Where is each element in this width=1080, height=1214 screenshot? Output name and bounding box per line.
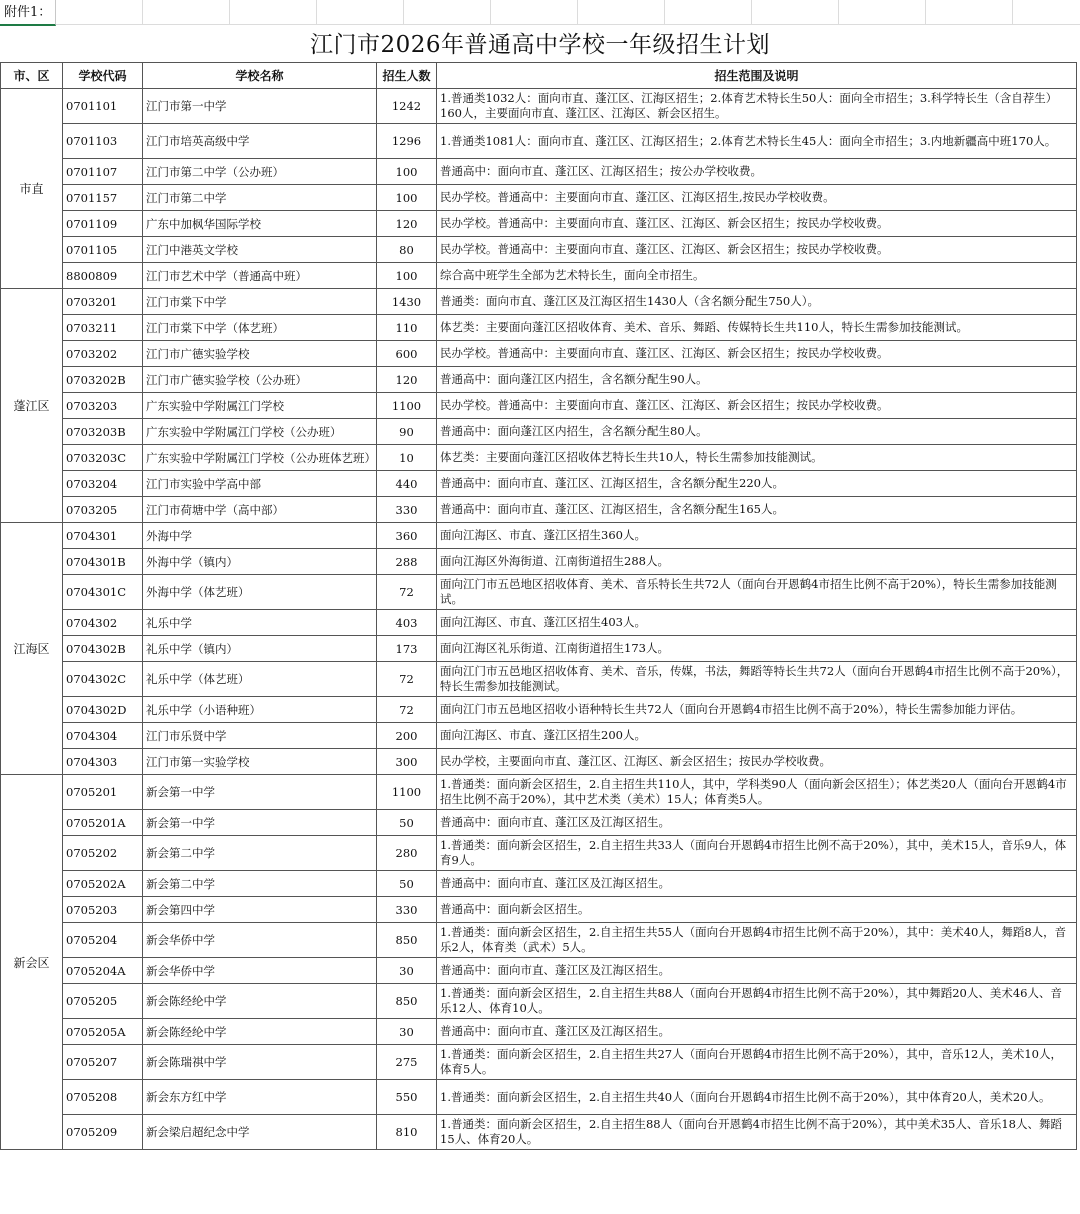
enrollment-scope-cell: 面向江海区礼乐街道、江南街道招生173人。 bbox=[437, 636, 1077, 662]
enrollment-count-cell: 550 bbox=[377, 1080, 437, 1115]
school-code-cell: 0703203B bbox=[63, 419, 143, 445]
school-code-cell: 0704302 bbox=[63, 610, 143, 636]
school-code-cell: 0703202B bbox=[63, 367, 143, 393]
enrollment-scope-cell: 普通类：面向市直、蓬江区及江海区招生1430人（含名额分配生750人）。 bbox=[437, 289, 1077, 315]
school-name-cell: 广东实验中学附属江门学校（公办班） bbox=[143, 419, 377, 445]
enrollment-count-cell: 100 bbox=[377, 263, 437, 289]
table-row bbox=[1, 923, 1077, 958]
district-cell: 市直 bbox=[1, 89, 63, 289]
enrollment-count-cell: 50 bbox=[377, 871, 437, 897]
table-row bbox=[1, 289, 1077, 315]
school-name-cell: 新会东方红中学 bbox=[143, 1080, 377, 1115]
school-code-cell: 0705201A bbox=[63, 810, 143, 836]
school-name-cell: 江门市乐贤中学 bbox=[143, 723, 377, 749]
enrollment-scope-cell: 普通高中：面向市直、蓬江区及江海区招生。 bbox=[437, 871, 1077, 897]
enrollment-scope-cell: 面向江门市五邑地区招收体育、美术、音乐特长生共72人（面向台开恩鹤4市招生比例不高于20%），特长生需参加技能测试。 bbox=[437, 575, 1077, 610]
enrollment-count-cell: 90 bbox=[377, 419, 437, 445]
school-code-cell: 0704304 bbox=[63, 723, 143, 749]
table-row bbox=[1, 897, 1077, 923]
school-code-cell: 0704301 bbox=[63, 523, 143, 549]
school-code-cell: 0703202 bbox=[63, 341, 143, 367]
school-name-cell: 新会第一中学 bbox=[143, 775, 377, 810]
header-code: 学校代码 bbox=[63, 63, 143, 89]
enrollment-count-cell: 280 bbox=[377, 836, 437, 871]
school-name-cell: 新会华侨中学 bbox=[143, 923, 377, 958]
table-row bbox=[1, 367, 1077, 393]
enrollment-count-cell: 200 bbox=[377, 723, 437, 749]
school-code-cell: 0705204A bbox=[63, 958, 143, 984]
school-code-cell: 0705208 bbox=[63, 1080, 143, 1115]
school-code-cell: 0701105 bbox=[63, 237, 143, 263]
school-name-cell: 江门市第一中学 bbox=[143, 89, 377, 124]
school-name-cell: 江门市第二中学（公办班） bbox=[143, 159, 377, 185]
table-row bbox=[1, 610, 1077, 636]
school-name-cell: 新会梁启超纪念中学 bbox=[143, 1115, 377, 1150]
table-row bbox=[1, 810, 1077, 836]
enrollment-count-cell: 403 bbox=[377, 610, 437, 636]
enrollment-count-cell: 275 bbox=[377, 1045, 437, 1080]
enrollment-scope-cell: 民办学校。普通高中：主要面向市直、蓬江区、江海区、新会区招生；按民办学校收费。 bbox=[437, 393, 1077, 419]
school-name-cell: 江门市第一实验学校 bbox=[143, 749, 377, 775]
enrollment-scope-cell: 民办学校。普通高中：主要面向市直、蓬江区、江海区招生,按民办学校收费。 bbox=[437, 185, 1077, 211]
enrollment-scope-cell: 体艺类：主要面向蓬江区招收体育、美术、音乐、舞蹈、传媒特长生共110人，特长生需参加技能测试。 bbox=[437, 315, 1077, 341]
enrollment-scope-cell: 1.普通类：面向新会区招生，2.自主招生共88人（面向台开恩鹤4市招生比例不高于20%），其中舞蹈20人、美术46人、音乐12人、体育10人。 bbox=[437, 984, 1077, 1019]
enrollment-scope-cell: 面向江海区、市直、蓬江区招生360人。 bbox=[437, 523, 1077, 549]
enrollment-count-cell: 1430 bbox=[377, 289, 437, 315]
school-code-cell: 0703211 bbox=[63, 315, 143, 341]
table-row bbox=[1, 984, 1077, 1019]
enrollment-count-cell: 440 bbox=[377, 471, 437, 497]
school-name-cell: 江门市棠下中学 bbox=[143, 289, 377, 315]
school-name-cell: 广东中加枫华国际学校 bbox=[143, 211, 377, 237]
table-row bbox=[1, 471, 1077, 497]
district-cell: 江海区 bbox=[1, 523, 63, 775]
table-row bbox=[1, 662, 1077, 697]
school-name-cell: 新会陈经纶中学 bbox=[143, 1019, 377, 1045]
table-row bbox=[1, 697, 1077, 723]
school-name-cell: 江门中港英文学校 bbox=[143, 237, 377, 263]
enrollment-count-cell: 30 bbox=[377, 1019, 437, 1045]
document-title: 江门市2026年普通高中学校一年级招生计划 bbox=[309, 32, 771, 58]
district-cell: 蓬江区 bbox=[1, 289, 63, 523]
enrollment-count-cell: 1296 bbox=[377, 124, 437, 159]
school-code-cell: 0705209 bbox=[63, 1115, 143, 1150]
enrollment-scope-cell: 面向江门市五邑地区招收小语种特长生共72人（面向台开恩鹤4市招生比例不高于20%），特长生需参加能力评估。 bbox=[437, 697, 1077, 723]
school-name-cell: 江门市广德实验学校（公办班） bbox=[143, 367, 377, 393]
school-name-cell: 江门市广德实验学校 bbox=[143, 341, 377, 367]
header-district: 市、区 bbox=[1, 63, 63, 89]
school-code-cell: 0704301B bbox=[63, 549, 143, 575]
school-name-cell: 江门市培英高级中学 bbox=[143, 124, 377, 159]
school-code-cell: 0705202A bbox=[63, 871, 143, 897]
school-name-cell: 新会华侨中学 bbox=[143, 958, 377, 984]
enrollment-scope-cell: 1.普通类：面向新会区招生，2.自主招生共55人（面向台开恩鹤4市招生比例不高于20%），其中：美术40人，舞蹈8人，音乐2人，体育类（武术）5人。 bbox=[437, 923, 1077, 958]
enrollment-count-cell: 300 bbox=[377, 749, 437, 775]
enrollment-count-cell: 810 bbox=[377, 1115, 437, 1150]
table-row bbox=[1, 159, 1077, 185]
enrollment-scope-cell: 民办学校，主要面向市直、蓬江区、江海区、新会区招生；按民办学校收费。 bbox=[437, 749, 1077, 775]
table-row bbox=[1, 237, 1077, 263]
enrollment-count-cell: 850 bbox=[377, 923, 437, 958]
enrollment-count-cell: 330 bbox=[377, 497, 437, 523]
school-code-cell: 0705207 bbox=[63, 1045, 143, 1080]
enrollment-scope-cell: 1.普通类1032人：面向市直、蓬江区、江海区招生；2.体育艺术特长生50人：面向全市招生；3.科学特长生（含自荐生）160人，主要面向市直、蓬江区、江海区、新会区招生。 bbox=[437, 89, 1077, 124]
school-name-cell: 外海中学 bbox=[143, 523, 377, 549]
table-row bbox=[1, 263, 1077, 289]
enrollment-count-cell: 330 bbox=[377, 897, 437, 923]
school-name-cell: 江门市第二中学 bbox=[143, 185, 377, 211]
enrollment-scope-cell: 1.普通类：面向新会区招生，2.自主招生88人（面向台开恩鹤4市招生比例不高于20%），其中美术35人、音乐18人、舞蹈15人、体育20人。 bbox=[437, 1115, 1077, 1150]
enrollment-count-cell: 50 bbox=[377, 810, 437, 836]
school-code-cell: 0704302D bbox=[63, 697, 143, 723]
header-name: 学校名称 bbox=[143, 63, 377, 89]
school-name-cell: 礼乐中学（小语种班） bbox=[143, 697, 377, 723]
district-cell: 新会区 bbox=[1, 775, 63, 1150]
enrollment-scope-cell: 普通高中：面向市直、蓬江区、江海区招生；按公办学校收费。 bbox=[437, 159, 1077, 185]
table-row bbox=[1, 211, 1077, 237]
table-row bbox=[1, 393, 1077, 419]
enrollment-count-cell: 100 bbox=[377, 159, 437, 185]
enrollment-count-cell: 72 bbox=[377, 575, 437, 610]
school-code-cell: 0703203C bbox=[63, 445, 143, 471]
enrollment-scope-cell: 体艺类：主要面向蓬江区招收体艺特长生共10人，特长生需参加技能测试。 bbox=[437, 445, 1077, 471]
table-header-row bbox=[1, 63, 1077, 89]
enrollment-scope-cell: 1.普通类：面向新会区招生，2.自主招生共40人（面向台开恩鹤4市招生比例不高于20%），其中体育20人，美术20人。 bbox=[437, 1080, 1077, 1115]
table-row bbox=[1, 636, 1077, 662]
enrollment-scope-cell: 普通高中：面向市直、蓬江区、江海区招生，含名额分配生165人。 bbox=[437, 497, 1077, 523]
enrollment-count-cell: 110 bbox=[377, 315, 437, 341]
school-name-cell: 广东实验中学附属江门学校（公办班体艺班） bbox=[143, 445, 377, 471]
enrollment-scope-cell: 民办学校。普通高中：主要面向市直、蓬江区、江海区、新会区招生；按民办学校收费。 bbox=[437, 341, 1077, 367]
school-name-cell: 江门市艺术中学（普通高中班） bbox=[143, 263, 377, 289]
table-row bbox=[1, 445, 1077, 471]
enrollment-scope-cell: 1.普通类：面向新会区招生，2.自主招生共33人（面向台开恩鹤4市招生比例不高于20%），其中，美术15人，音乐9人，体育9人。 bbox=[437, 836, 1077, 871]
enrollment-scope-cell: 普通高中：面向蓬江区内招生，含名额分配生90人。 bbox=[437, 367, 1077, 393]
enrollment-scope-cell: 普通高中：面向蓬江区内招生，含名额分配生80人。 bbox=[437, 419, 1077, 445]
enrollment-scope-cell: 普通高中：面向新会区招生。 bbox=[437, 897, 1077, 923]
enrollment-scope-cell: 民办学校。普通高中：主要面向市直、蓬江区、江海区、新会区招生；按民办学校收费。 bbox=[437, 237, 1077, 263]
enrollment-count-cell: 1242 bbox=[377, 89, 437, 124]
school-code-cell: 0703205 bbox=[63, 497, 143, 523]
school-name-cell: 外海中学（体艺班） bbox=[143, 575, 377, 610]
school-name-cell: 新会第一中学 bbox=[143, 810, 377, 836]
spreadsheet-header-cells bbox=[56, 0, 1080, 26]
school-code-cell: 0701103 bbox=[63, 124, 143, 159]
enrollment-scope-cell: 普通高中：面向市直、蓬江区及江海区招生。 bbox=[437, 1019, 1077, 1045]
enrollment-scope-cell: 综合高中班学生全部为艺术特长生，面向全市招生。 bbox=[437, 263, 1077, 289]
attachment-label: 附件1： bbox=[0, 0, 56, 26]
table-row bbox=[1, 958, 1077, 984]
table-row bbox=[1, 871, 1077, 897]
school-code-cell: 0701107 bbox=[63, 159, 143, 185]
enrollment-count-cell: 100 bbox=[377, 185, 437, 211]
table-row bbox=[1, 89, 1077, 124]
enrollment-count-cell: 80 bbox=[377, 237, 437, 263]
enrollment-count-cell: 173 bbox=[377, 636, 437, 662]
school-code-cell: 0703203 bbox=[63, 393, 143, 419]
school-code-cell: 0701109 bbox=[63, 211, 143, 237]
enrollment-scope-cell: 1.普通类：面向新会区招生，2.自主招生共27人（面向台开恩鹤4市招生比例不高于20%），其中，音乐12人，美术10人，体育5人。 bbox=[437, 1045, 1077, 1080]
enrollment-count-cell: 30 bbox=[377, 958, 437, 984]
table-row bbox=[1, 775, 1077, 810]
school-name-cell: 新会第二中学 bbox=[143, 836, 377, 871]
table-row bbox=[1, 723, 1077, 749]
school-code-cell: 8800809 bbox=[63, 263, 143, 289]
school-code-cell: 0705201 bbox=[63, 775, 143, 810]
table-row bbox=[1, 1080, 1077, 1115]
school-code-cell: 0701101 bbox=[63, 89, 143, 124]
school-name-cell: 新会陈瑞祺中学 bbox=[143, 1045, 377, 1080]
school-name-cell: 新会陈经纶中学 bbox=[143, 984, 377, 1019]
enrollment-count-cell: 120 bbox=[377, 211, 437, 237]
table-row bbox=[1, 549, 1077, 575]
enrollment-scope-cell: 普通高中：面向市直、蓬江区及江海区招生。 bbox=[437, 958, 1077, 984]
table-row bbox=[1, 523, 1077, 549]
school-code-cell: 0704302B bbox=[63, 636, 143, 662]
table-row bbox=[1, 1115, 1077, 1150]
school-code-cell: 0704301C bbox=[63, 575, 143, 610]
enrollment-count-cell: 288 bbox=[377, 549, 437, 575]
table-row bbox=[1, 341, 1077, 367]
table-row bbox=[1, 1045, 1077, 1080]
table-row bbox=[1, 1019, 1077, 1045]
table-row bbox=[1, 124, 1077, 159]
school-name-cell: 江门市实验中学高中部 bbox=[143, 471, 377, 497]
school-name-cell: 新会第四中学 bbox=[143, 897, 377, 923]
school-code-cell: 0705204 bbox=[63, 923, 143, 958]
enrollment-count-cell: 850 bbox=[377, 984, 437, 1019]
enrollment-count-cell: 120 bbox=[377, 367, 437, 393]
table-row bbox=[1, 836, 1077, 871]
school-name-cell: 江门市荷塘中学（高中部） bbox=[143, 497, 377, 523]
table-row bbox=[1, 419, 1077, 445]
school-code-cell: 0705203 bbox=[63, 897, 143, 923]
enrollment-count-cell: 600 bbox=[377, 341, 437, 367]
table-row bbox=[1, 749, 1077, 775]
enrollment-scope-cell: 普通高中：面向市直、蓬江区及江海区招生。 bbox=[437, 810, 1077, 836]
table-row bbox=[1, 185, 1077, 211]
school-code-cell: 0704302C bbox=[63, 662, 143, 697]
enrollment-count-cell: 72 bbox=[377, 697, 437, 723]
school-code-cell: 0705205A bbox=[63, 1019, 143, 1045]
school-name-cell: 江门市棠下中学（体艺班） bbox=[143, 315, 377, 341]
table-row bbox=[1, 497, 1077, 523]
school-code-cell: 0701157 bbox=[63, 185, 143, 211]
school-name-cell: 礼乐中学（镇内） bbox=[143, 636, 377, 662]
school-code-cell: 0703201 bbox=[63, 289, 143, 315]
header-scope: 招生范围及说明 bbox=[437, 63, 1077, 89]
enrollment-scope-cell: 面向江海区外海街道、江南街道招生288人。 bbox=[437, 549, 1077, 575]
table-row bbox=[1, 575, 1077, 610]
school-code-cell: 0703204 bbox=[63, 471, 143, 497]
school-name-cell: 广东实验中学附属江门学校 bbox=[143, 393, 377, 419]
enrollment-count-cell: 360 bbox=[377, 523, 437, 549]
enrollment-count-cell: 1100 bbox=[377, 775, 437, 810]
enrollment-scope-cell: 面向江海区、市直、蓬江区招生200人。 bbox=[437, 723, 1077, 749]
school-code-cell: 0705202 bbox=[63, 836, 143, 871]
table-row bbox=[1, 315, 1077, 341]
enrollment-count-cell: 72 bbox=[377, 662, 437, 697]
school-name-cell: 新会第二中学 bbox=[143, 871, 377, 897]
enrollment-plan-table bbox=[0, 62, 1077, 1150]
header-count: 招生人数 bbox=[377, 63, 437, 89]
enrollment-scope-cell: 1.普通类1081人：面向市直、蓬江区、江海区招生；2.体育艺术特长生45人：面向全市招生；3.内地新疆高中班170人。 bbox=[437, 124, 1077, 159]
school-code-cell: 0705205 bbox=[63, 984, 143, 1019]
enrollment-scope-cell: 普通高中：面向市直、蓬江区、江海区招生，含名额分配生220人。 bbox=[437, 471, 1077, 497]
enrollment-scope-cell: 民办学校。普通高中：主要面向市直、蓬江区、江海区、新会区招生；按民办学校收费。 bbox=[437, 211, 1077, 237]
school-name-cell: 外海中学（镇内） bbox=[143, 549, 377, 575]
enrollment-scope-cell: 面向江门市五邑地区招收体育、美术、音乐，传媒，书法，舞蹈等特长生共72人（面向台开恩鹤4市招生比例不高于20%），特长生需参加技能测试。 bbox=[437, 662, 1077, 697]
enrollment-count-cell: 10 bbox=[377, 445, 437, 471]
school-name-cell: 礼乐中学 bbox=[143, 610, 377, 636]
school-name-cell: 礼乐中学（体艺班） bbox=[143, 662, 377, 697]
enrollment-count-cell: 1100 bbox=[377, 393, 437, 419]
enrollment-scope-cell: 面向江海区、市直、蓬江区招生403人。 bbox=[437, 610, 1077, 636]
school-code-cell: 0704303 bbox=[63, 749, 143, 775]
enrollment-scope-cell: 1.普通类：面向新会区招生，2.自主招生共110人，其中，学科类90人（面向新会区招生）；体艺类20人（面向台开恩鹤4市招生比例不高于20%），其中艺术类（美术）15人；体育类5人。 bbox=[437, 775, 1077, 810]
